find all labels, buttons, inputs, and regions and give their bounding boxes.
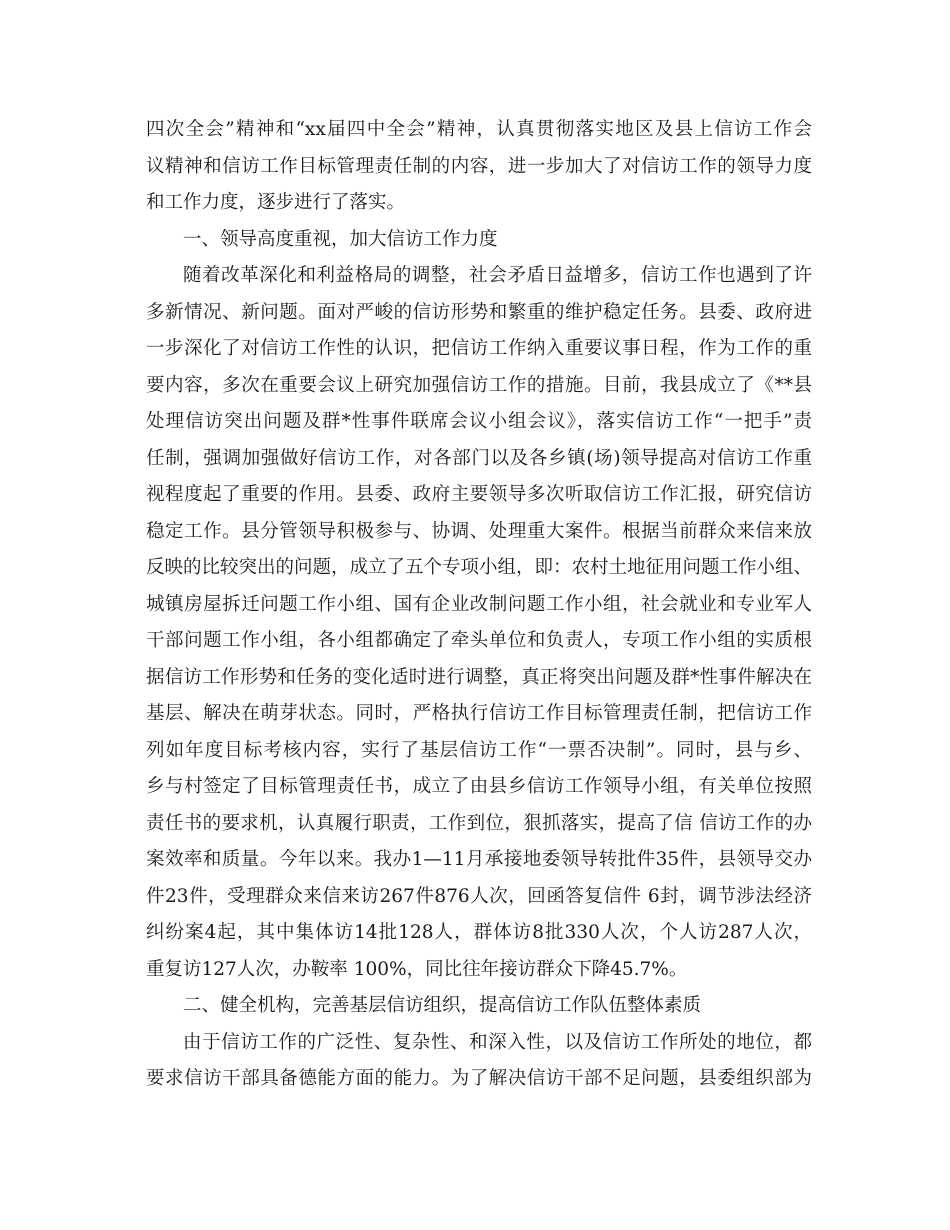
text-line: 多新情况、新问题。面对严峻的信访形势和繁重的维护稳定任务。县委、政府进	[146, 301, 812, 323]
text-line: 稳定工作。县分管领导积极参与、协调、处理重大案件。根据当前群众来信来放	[146, 520, 812, 542]
document-body	[146, 112, 812, 1098]
text-line: 列如年度目标考核内容，实行了基层信访工作“一票否决制”。同时，县与乡、	[146, 739, 812, 761]
text-line: 干部问题工作小组，各小组都确定了牵头单位和负责人，专项工作小组的实质根	[146, 630, 812, 651]
text-line: 案效率和质量。今年以来。我办1—11月承接地委领导转批件35件，县领导交办	[146, 849, 812, 870]
text-line: 一步深化了对信访工作性的认识，把信访工作纳入重要议事日程，作为工作的重	[146, 338, 812, 359]
text-line: 据信访工作形势和任务的变化适时进行调整，真正将突出问题及群*性事件解决在	[146, 666, 812, 688]
text-line: 议精神和信访工作目标管理责任制的内容，进一步加大了对信访工作的领导力度	[146, 155, 812, 177]
text-line: 和工作力度，逐步进行了落实。	[146, 192, 406, 213]
text-line: 处理信访突出问题及群*性事件联席会议小组会议》，落实信访工作“一把手”责	[146, 411, 812, 432]
section-heading-1: 一、领导高度重视，加大信访工作力度	[183, 228, 498, 250]
text-line: 基层、解决在萌芽状态。同时，严格执行信访工作目标管理责任制，把信访工作	[146, 703, 812, 724]
text-line: 责任书的要求机，认真履行职责，工作到位，狠抓落实，提高了信 信访工作的办	[146, 812, 812, 834]
text-line: 要求信访干部具备德能方面的能力。为了解决信访干部不足问题，县委组织部为	[146, 1068, 812, 1089]
section-heading-2: 二、健全机构，完善基层信访组织，提高信访工作队伍整体素质	[183, 995, 702, 1016]
text-line: 由于信访工作的广泛性、复杂性、和深入性，以及信访工作所处的地位，都	[183, 1031, 812, 1053]
text-line: 重复访127人次，办鞍率 100%，同比往年接访群众下降45.7%。	[146, 958, 688, 980]
text-line: 乡与村签定了目标管理责任书，成立了由县乡信访工作领导小组，有关单位按照	[146, 776, 812, 797]
text-line: 视程度起了重要的作用。县委、政府主要领导多次听取信访工作汇报，研究信访	[146, 484, 812, 505]
text-line: 任制，强调加强做好信访工作，对各部门以及各乡镇(场)领导提高对信访工作重	[146, 447, 812, 469]
text-line: 要内容，多次在重要会议上研究加强信访工作的措施。目前，我县成立了《**县	[146, 374, 812, 396]
text-line: 四次全会”精神和“xx届四中全会”精神，认真贯彻落实地区及县上信访工作会	[146, 119, 812, 140]
text-line: 件23件，受理群众来信来访267件876人次，回函答复信件 6封，调节涉法经济	[146, 885, 812, 907]
text-line: 反映的比较突出的问题，成立了五个专项小组，即：农村土地征用问题工作小组、	[146, 557, 813, 578]
text-line: 随着改革深化和利益格局的调整，社会矛盾日益增多，信访工作也遇到了许	[183, 265, 812, 286]
text-line: 纠纷案4起，其中集体访14批128人，群体访8批330人次，个人访287人次，	[146, 922, 812, 943]
text-line: 城镇房屋拆迁问题工作小组、国有企业改制问题工作小组，社会就业和专业军人	[146, 593, 812, 615]
